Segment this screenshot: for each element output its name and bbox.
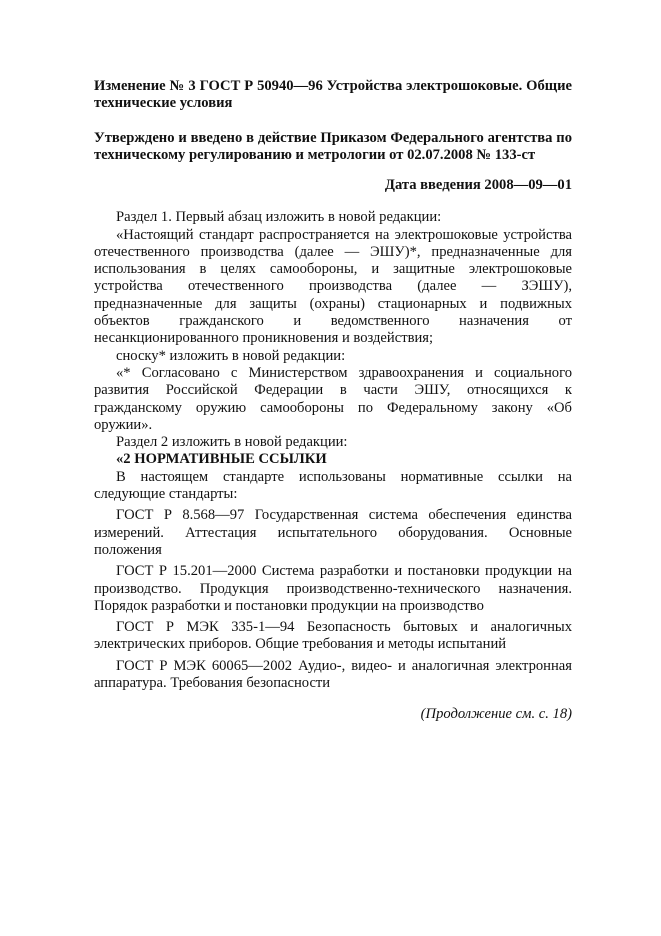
paragraph-scope-text: «Настоящий стандарт распространяется на электрошоковые устройства отечественного производства (далее — ЭШУ)*, предназначенные для использования в целях самообороны, и защитные электрошоковые устройства отечественного производства (далее — ЗЭШУ), предназначенные для защиты (охраны) стационарных и подвижных объектов гражданского и ведомственного назначения от несанкционированного проникновения и воздействия; (94, 226, 572, 347)
reference-item: ГОСТ Р МЭК 60065—2002 Аудио-, видео- и аналогичная электронная аппаратура. Требования безопасности (94, 657, 572, 692)
continuation-note: (Продолжение см. с. 18) (420, 706, 572, 723)
amendment-title: Изменение № 3 ГОСТ Р 50940—96 Устройства электрошоковые. Общие технические условия (94, 78, 572, 111)
reference-item: ГОСТ Р 8.568—97 Государственная система обеспечения единства измерений. Аттестация испытательного оборудования. Основные положения (94, 507, 572, 558)
reference-item: ГОСТ Р МЭК 335-1—94 Безопасность бытовых и аналогичных электрических приборов. Общие требования и методы испытаний (94, 619, 572, 653)
effective-date: Дата введения 2008—09—01 (384, 177, 572, 193)
paragraph-section2-instruction: Раздел 2 изложить в новой редакции: (116, 434, 348, 451)
paragraph-footnote-text: «* Согласовано с Министерством здравоохранения и социального развития Российской Федерации в части ЭШУ, относящихся к гражданскому оружию самообороны по Федеральному закону «Об оружии». (94, 364, 572, 433)
section-heading: «2 НОРМАТИВНЫЕ ССЫЛКИ (116, 451, 327, 468)
references-intro: В настоящем стандарте использованы нормативные ссылки на следующие стандарты: (94, 468, 572, 503)
paragraph-section1-instruction: Раздел 1. Первый абзац изложить в новой редакции: (116, 209, 442, 226)
document-body (94, 209, 572, 692)
paragraph-footnote-instruction: сноску* изложить в новой редакции: (116, 347, 346, 364)
approval-statement: Утверждено и введено в действие Приказом Федерального агентства по техническому регулированию и метрологии от 02.07.2008 № 133-ст (94, 130, 572, 163)
reference-item: ГОСТ Р 15.201—2000 Система разработки и постановки продукции на производство. Продукция производственно-технического назначения. Порядок разработки и постановки продукции на производство (94, 563, 572, 614)
document-page (94, 78, 572, 724)
